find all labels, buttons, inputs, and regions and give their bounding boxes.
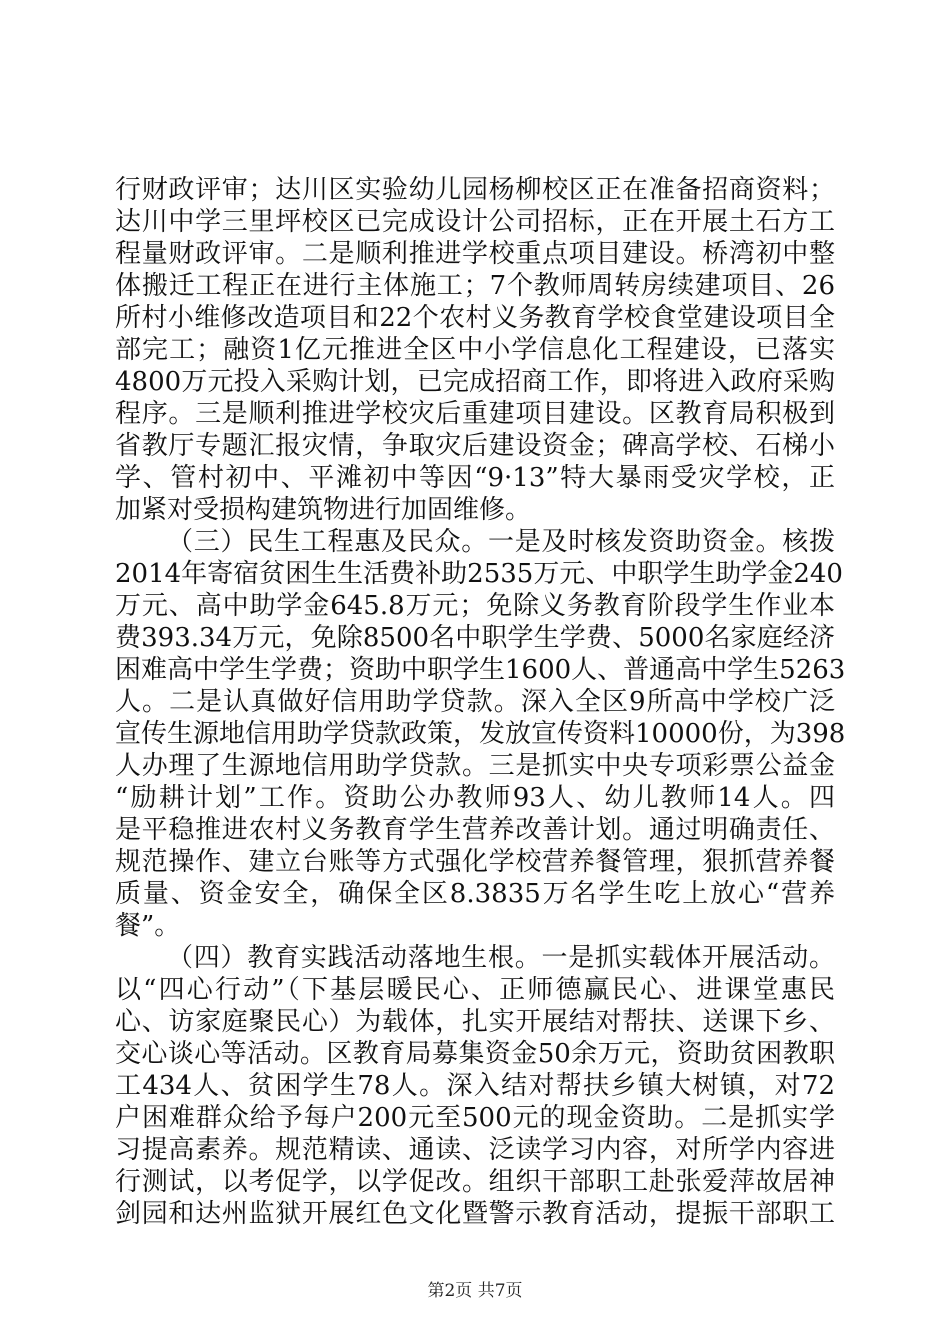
text-line: 加紧对受损构建筑物进行加固维修。 [115,495,532,525]
text-line: 户困难群众给予每户200元至500元的现金资助。二是抓实学 [115,1103,835,1133]
page-number-footer: 第2页 共7页 [427,1281,523,1301]
text-line: 人办理了生源地信用助学贷款。三是抓实中央专项彩票公益金 [115,751,835,781]
text-line: 体搬迁工程正在进行主体施工；7个教师周转房续建项目、26 [115,271,835,301]
text-line: 剑园和达州监狱开展红色文化暨警示教育活动，提振干部职工 [115,1199,835,1229]
text-line: 人。二是认真做好信用助学贷款。深入全区9所高中学校广泛 [115,687,835,717]
text-line: 行财政评审；达川区实验幼儿园杨柳校区正在准备招商资料； [115,175,835,205]
text-line: 省教厅专题汇报灾情，争取灾后建设资金；碑高学校、石梯小 [115,431,835,461]
text-line: 工434人、贫困学生78人。深入结对帮扶乡镇大树镇，对72 [115,1071,835,1101]
text-line: 2014年寄宿贫困生生活费补助2535万元、中职学生助学金240 [115,559,843,589]
text-line: 餐”。 [115,911,181,941]
body-text [115,174,846,1230]
text-line: 宣传生源地信用助学贷款政策，发放宣传资料10000份，为398 [115,719,846,749]
text-line: “励耕计划”工作。资助公办教师93人、幼儿教师14人。四 [115,783,835,813]
text-line: 所村小维修改造项目和22个农村义务教育学校食堂建设项目全 [115,303,835,333]
section-heading-line: （三）民生工程惠及民众。一是及时核发资助资金。核拨 [167,527,835,557]
text-line: 心、访家庭聚民心）为载体，扎实开展结对帮扶、送课下乡、 [115,1007,835,1037]
text-line: 习提高素养。规范精读、通读、泛读学习内容，对所学内容进 [115,1135,835,1165]
text-line: 部完工；融资1亿元推进全区中小学信息化工程建设，已落实 [115,335,835,365]
text-line: 是平稳推进农村义务教育学生营养改善计划。通过明确责任、 [115,815,835,845]
text-line: 费393.34万元，免除8500名中职学生学费、5000名家庭经济 [115,623,835,653]
text-line: 困难高中学生学费；资助中职学生1600人、普通高中学生5263 [115,655,846,685]
text-line: 学、管村初中、平滩初中等因“9·13”特大暴雨受灾学校，正 [115,463,835,493]
text-line: 质量、资金安全，确保全区8.3835万名学生吃上放心“营养 [115,879,835,909]
text-line: 达川中学三里坪校区已完成设计公司招标，正在开展土石方工 [115,207,835,237]
text-line: 规范操作、建立台账等方式强化学校营养餐管理，狠抓营养餐 [115,847,835,877]
text-line: 程量财政评审。二是顺利推进学校重点项目建设。桥湾初中整 [115,239,835,269]
text-line: 4800万元投入采购计划，已完成招商工作，即将进入政府采购 [115,367,835,397]
text-line: 程序。三是顺利推进学校灾后重建项目建设。区教育局积极到 [115,399,835,429]
text-line: 以“四心行动”（下基层暖民心、正师德赢民心、进课堂惠民 [115,975,835,1005]
section-heading-line: （四）教育实践活动落地生根。一是抓实载体开展活动。 [167,943,835,973]
text-line: 万元、高中助学金645.8万元；免除义务教育阶段学生作业本 [115,591,835,621]
text-line: 行测试，以考促学，以学促改。组织干部职工赴张爱萍故居神 [115,1167,835,1197]
text-line: 交心谈心等活动。区教育局募集资金50余万元，资助贫困教职 [115,1039,835,1069]
